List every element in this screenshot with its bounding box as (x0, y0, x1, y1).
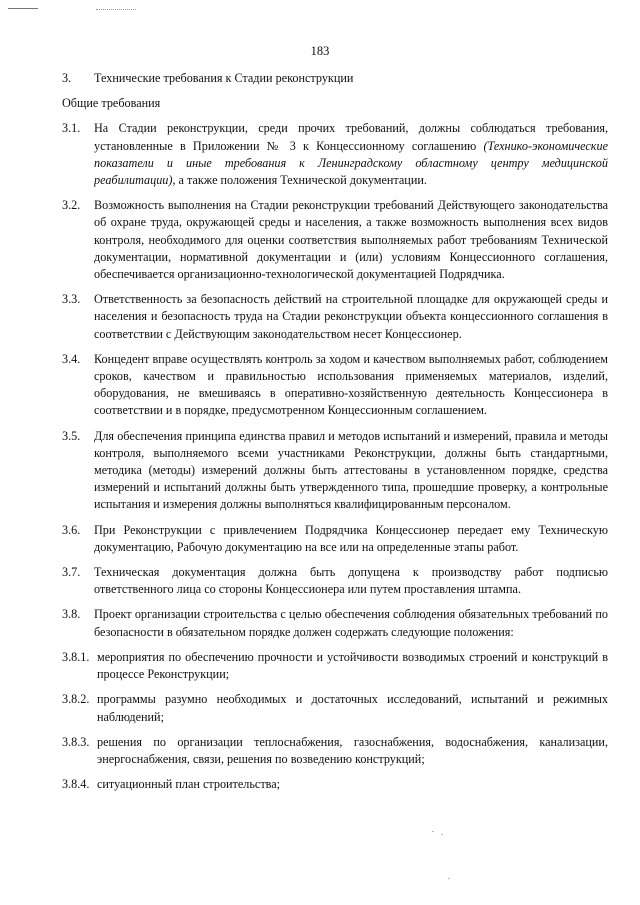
clause-number: 3.5. (62, 428, 81, 443)
clause-text (94, 120, 608, 189)
clause-3-3 (62, 291, 608, 343)
clause-3-7 (62, 564, 608, 598)
subclause-3-8-1 (62, 649, 608, 683)
document-body (62, 70, 608, 801)
clause-number: 3.1. (62, 121, 81, 136)
scan-artifact (96, 9, 136, 11)
subclause-text: решения по организации теплоснабжения, газоснабжения, водоснабжения, канализации, энергоснабжения, связи, решения по возведению конструкций; (97, 734, 608, 766)
general-requirements-heading: Общие требования (62, 96, 161, 111)
scan-speck (441, 834, 443, 835)
clause-text: Техническая документация должна быть допущена к производству работ подписью ответственного лица со стороны Концессионера или путем проставления штампа. (94, 565, 608, 597)
clause-number: 3.7. (62, 565, 81, 580)
subclause-3-8-2 (62, 691, 608, 725)
subclause-text: мероприятия по обеспечению прочности и устойчивости возводимых строений и конструкций в процессе Реконструкции; (97, 649, 608, 682)
clause-number: 3.3. (62, 292, 81, 307)
clause-text-italic: (Технико-экономические показатели и иные требования к Ленинградскому областному центру медицинской реабилитации) (94, 138, 608, 188)
subclause-number: 3.8.3. (62, 734, 90, 749)
clause-number: 3.6. (62, 522, 81, 537)
scan-speck (432, 831, 434, 832)
clause-text: Концедент вправе осуществлять контроль за ходом и качеством выполняемых работ, соблюдением сроков, качеством и правильностью использования применяемых материалов, изделий, оборудования, не вмешиваясь в оперативно-хозяйственную деятельность Концессионера в соответствии и в порядке, предусмотренном Концессионным соглашением. (94, 351, 608, 418)
clause-3-6 (62, 522, 608, 556)
clause-text: Для обеспечения принципа единства правил и методов испытаний и измерений, правила и методы контроля, выполняемого всеми участниками Реконструкции, должны быть стандартными, методика (методы) измерений должны быть аттестованы в установленном порядке, средства измерений и испытаний должны быть утвержденного типа, прошедшие проверку, а контрольные испытания и измерения должны выполняться квалифицированным персоналом. (94, 428, 608, 512)
subclause-number: 3.8.4. (62, 777, 90, 792)
clause-3-1 (62, 120, 608, 189)
scan-speck (448, 878, 450, 879)
clause-3-8 (62, 606, 608, 640)
page-number: 183 (310, 44, 330, 58)
clause-number: 3.4. (62, 351, 81, 366)
clause-number: 3.2. (62, 198, 81, 213)
clause-text: При Реконструкции с привлечением Подрядчика Концессионер передает ему Техническую документацию, Рабочую документацию на все или на определенные этапы работ. (94, 522, 608, 554)
section-heading (62, 70, 608, 87)
clause-3-4 (62, 351, 608, 420)
subclause-3-8-4 (62, 776, 608, 793)
clause-number: 3.8. (62, 607, 81, 622)
subclause-text: ситуационный план строительства; (97, 777, 281, 792)
section-number: 3. (62, 71, 72, 85)
subclause-text: программы разумно необходимых и достаточных исследований, испытаний и режимных наблюдений; (97, 692, 608, 724)
clause-text-part: На Стадии реконструкции, среди прочих требований, должны соблюдаться требования, установленные в Приложении № 3 к Концессионному соглашению (94, 121, 608, 153)
scan-artifact (8, 8, 38, 9)
subclause-number: 3.8.2. (62, 692, 90, 707)
section-title: Технические требования к Стадии реконструкции (94, 71, 354, 85)
clause-text: Проект организации строительства с целью обеспечения соблюдения обязательных требований по безопасности в обязательном порядке должен содержать следующие положения: (94, 607, 608, 639)
clause-3-5 (62, 428, 608, 514)
subclause-3-8-3 (62, 734, 608, 768)
subclause-number: 3.8.1. (62, 649, 90, 664)
clause-text: Ответственность за безопасность действий на строительной площадке для окружающей среды и населения и безопасность труда на Стадии реконструкции объекта концессионного соглашения в соответствии с Действующим законодательством несет Концессионер. (94, 292, 608, 341)
clause-text-part: , а также положения Технической документации. (172, 173, 427, 188)
clause-text: Возможность выполнения на Стадии реконструкции требований Действующего законодательства об охране труда, окружающей среды и населения, а также возможность выполнения всех видов контроля, необходимого для оценки соответствия выполняемых работ требованиям Технической документации, нормативной документации и (или) условиям Концессионного соглашения, обеспечивается организационно-технологической документацией Подрядчика. (94, 198, 608, 282)
clause-3-2 (62, 197, 608, 283)
